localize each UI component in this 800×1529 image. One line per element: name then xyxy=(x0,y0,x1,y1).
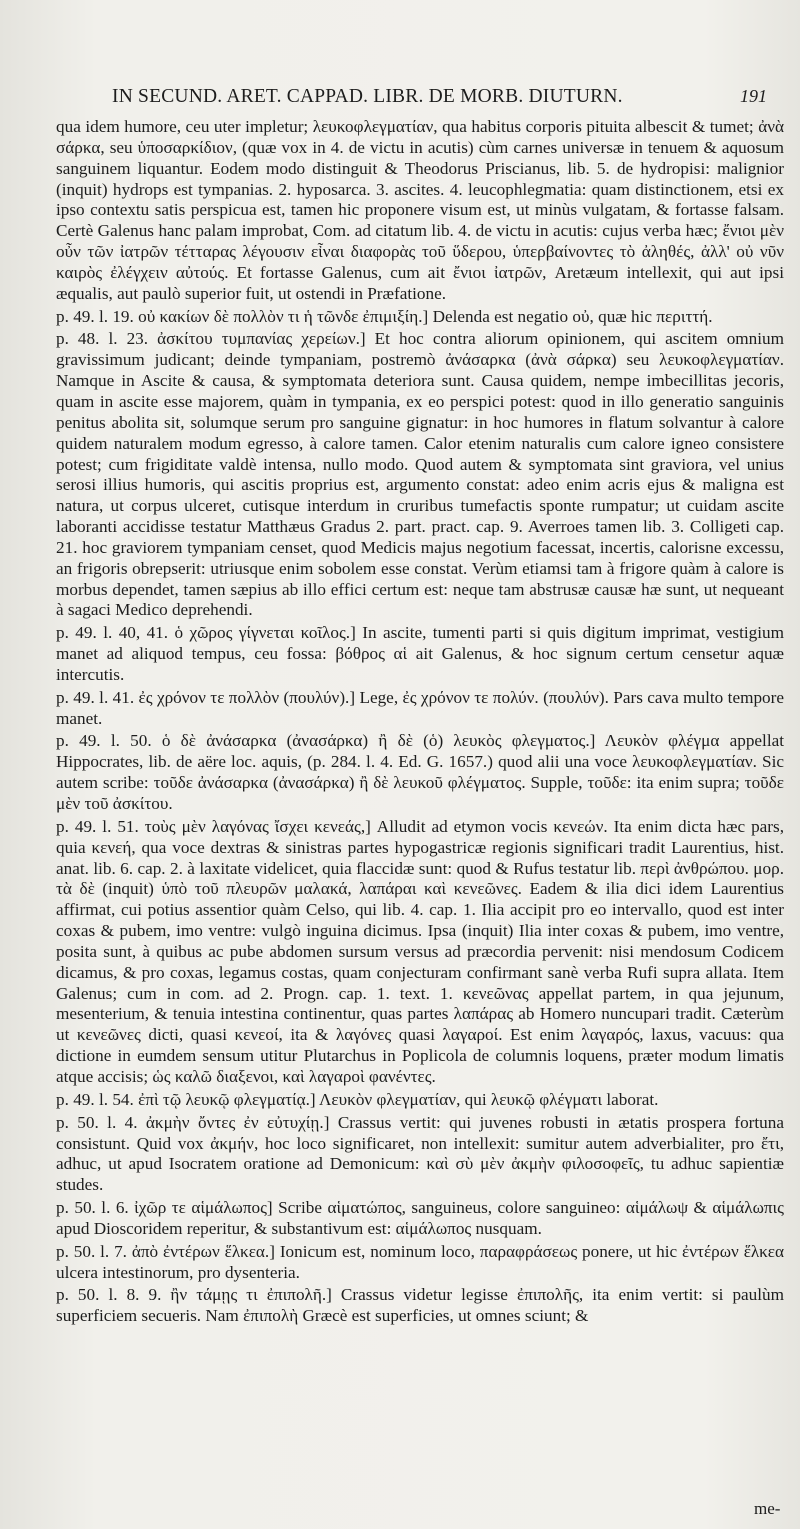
note-p50-l4: p. 50. l. 4. ἀκμὴν ὄντες ἐν εὐτυχίῃ.] Crassus vertit: qui juvenes robusti in ætatis prospera fortuna consistunt. Quid vox ἀκμήν, hoc loco significaret, non intellexit: sumitur autem adverbialiter, pro ἔτι, adhuc, ut apud Isocratem oratione ad Demonicum: καὶ σὺ μὲν ἀκμὴν φιλοσοφεῖς, tu adhuc sapientiæ studes. xyxy=(56,1112,784,1195)
note-p49-l19: p. 49. l. 19. οὐ κακίων δὲ πολλὸν τι ἡ τῶνδε ἐπιμιξίη.] Delenda est negatio οὐ, quæ hic περιττή. xyxy=(56,306,713,326)
note-p49-l51: p. 49. l. 51. τοὺς μὲν λαγόνας ἴσχει κενεάς,] Alludit ad etymon vocis κενεών. Ita enim dicta hæc pars, quia κενεή, qua voce dextras & sinistras partes hypogastricæ regionis significari tradit Laurentius, hist. anat. lib. 6. cap. 2. à laxitate videlicet, quia flaccidæ sunt: quod & Rufus testatur lib. περὶ ἀνθρώπου. μορ. τὰ δὲ (inquit) ὑπὸ τοῦ πλευρῶν μαλακά, λαπάραι καὶ κενεῶνες. Eadem & ilia dici idem Laurentius affirmat, cui potius assentior quàm Celso, qui lib. 4. cap. 1. Ilia accipit pro eo intervallo, quod est inter coxas & pubem, imo ventre: vulgò inguina dicimus. Ipsa (inquit) Ilia inter coxas & pubem, imo ventre, posita sunt, à quibus ac pube abdomen sursum versus ad præcordia pervenit: nisi mendosum Codicem dicamus, & pro coxas, legamus costas, quam conjecturam confirmant sanè verba Rufi supra allata. Item Galenus; cum in com. ad 2. Progn. cap. 1. text. 1. κενεῶνας appellat partem, in qua jejunum, mesenterium, & tenuia intestina continentur, quas partes λαπάρας ab Homero nuncupari tradit. Cæterùm ut κενεῶνες dicti, quasi κενεοί, ita & λαγόνες quasi λαγαροί. Est enim λαγαρός, laxus, vacuus: qua dictione in eumdem sensum utitur Plutarchus in Poplicola de columnis loquens, præter modum limatis atque accisis; ὡς καλῶ διαξενοι, καὶ λαγαροὶ φανέντες. xyxy=(56,816,784,1086)
note-p50-l8-9: p. 50. l. 8. 9. ἢν τάμῃς τι ἐπιπολῆ.] Crassus videtur legisse ἐπιπολῆς, ita enim vertit: si paulùm superficiem secueris. Nam ἐπιπολὴ Græcè est superficies, ut omnes sciunt; & xyxy=(56,1285,784,1326)
note-p49-l40: p. 49. l. 40, 41. ὁ χῶρος γίγνεται κοῖλος.] In ascite, tumenti parti si quis digitum imprimat, vestigium manet ad aliquod tempus, ceu fossa: βόθρος αἱ ait Galenus, & hoc signum certum censetur aquæ intercutis. xyxy=(56,623,784,684)
note-p50-l7: p. 50. l. 7. ἀπὸ ἐντέρων ἕλκεα.] Ionicum est, nominum loco, παραφράσεως ponere, ut hic ἐντέρων ἕλκεα ulcera intestinorum, pro dysenteria. xyxy=(56,1241,784,1282)
catchword: me- xyxy=(754,1499,781,1518)
running-title: IN SECUND. ARET. CAPPAD. LIBR. DE MORB. DIUTURN. xyxy=(112,86,623,107)
note-p48-l23: p. 48. l. 23. ἀσκίτου τυμπανίας χερείων.] Et hoc contra aliorum opinionem, qui ascitem omnium gravissimum judicant; deinde tympaniam, postremò ἀνάσαρκα (ἀνὰ σάρκα) seu λευκοφλεγματίαν. Namque in Ascite & causa, & symptomata deteriora sunt. Causa quidem, nempe imbecillitas jecoris, quam in ascite esse majorem, quàm in tympania, ex eo perspici potest: quod in illo generatio sanguinis penitus abolita sit, solumque serum pro sanguine gignatur: in hoc humores in flatum solvantur à calore quidem naturalem modum egresso, à calore tamen. Calor etenim naturalis cum calore igneo consistere potest; cum frigiditate valdè intensa, nullo modo. Quod autem & symptomata sint graviora, vel unius serosi illius humoris, qui ascitis proprius est, argumento constat: adeo enim acris ejus & maligna est natura, ut corpus ulceret, cutisque interdum in cruribus tumefactis sponte rumpatur; ut cuidam ascite laboranti accidisse testatur Matthæus Gradus 2. part. pract. cap. 9. Averroes tamen lib. 3. Colligeti cap. 21. hoc graviorem tympaniam censet, quod Medicis majus negotium facessat, incertis, calorisne excessu, an frigoris obrepserit: utriusque enim sobolem esse constat. Verùm etiamsi tam à frigore quàm à calore is morbus dependet, tamen sæpius ab illo effici certum est: neque tam abstrusæ causæ hæ sunt, ut nequeant à sagaci Medico deprehendi. xyxy=(56,329,784,620)
note-p49-l54: p. 49. l. 54. ἐπὶ τῷ λευκῷ φλεγματίᾳ.] Λευκὸν φλεγματίαν, qui λευκῷ φλέγματι laborat. xyxy=(56,1089,659,1109)
note-p49-l50: p. 49. l. 50. ὁ δὲ ἀνάσαρκα (ἀνασάρκα) ἢ δὲ (ὁ) λευκὸς φλεγματος.] Λευκὸν φλέγμα appellat Hippocrates, lib. de aëre loc. aquis, (p. 284. l. 4. Ed. G. 1657.) quod alii una voce λευκοφλεγματίαν. Sic autem scribe: τοῦδε ἀνάσαρκα (ἀνασάρκα) ἢ δὲ λευκοῦ φλέγματος. Supple, τοῦδε: ita enim supra; τοῦδε μὲν τοῦ ἀσκίτου. xyxy=(56,731,784,813)
note-p49-l41: p. 49. l. 41. ἐς χρόνον τε πολλὸν (πουλύν).] Lege, ἐς χρόνον τε πολύν. (πουλύν). Pars cava multo tempore manet. xyxy=(56,687,784,728)
commentary-text xyxy=(56,117,784,1327)
paragraph-hydrops-types: qua idem humore, ceu uter impletur; λευκοφλεγματίαν, qua habitus corporis pituita albescit & tumet; ἀνὰ σάρκα, seu ὑποσαρκίδιον, (quæ vox in 4. de victu in acutis) cùm carnes universæ in tenuem & aquosum sanguinem liquantur. Eodem modo distinguit & Theodorus Priscianus, lib. 5. de hydropisi: malignior (inquit) hydrops est tympanias. 2. hyposarca. 3. ascites. 4. leucophlegmatia: quam distinctionem, etsi ex ipso contextu satis perspicua est, tamen hic proponere visum est, ut minùs vulgatam, & fortasse falsam. Certè Galenus hanc palam improbat, Com. ad citatum lib. 4. de victu in acutis: cujus verba hæc; ἔνιοι μὲν οὖν τῶν ἰατρῶν τέτταρας λέγουσιν εἶναι διαφορὰς τοῦ ὕδερου, ὑπερβαίνοντες τὸ ἀληθές, ἀλλ' οὐ νῦν καιρὸς ἐλέγχειν αὐτούς. Et fortasse Galenus, cum ait ἔνιοι ἰατρῶν, Aretæum intellexit, qui aut ipsi æqualis, aut paulò superior fuit, ut ostendi in Præfatione. xyxy=(56,117,784,303)
running-head xyxy=(112,86,767,108)
note-p50-l6: p. 50. l. 6. ἰχῶρ τε αἱμάλωπος] Scribe αἱματώπος, sanguineus, colore sanguineo: αἱμάλωψ & αἱμάλωπις apud Dioscoridem reperitur, & substantivum est: αἱμάλωπος nusquam. xyxy=(56,1198,784,1238)
page-number: 191 xyxy=(740,86,767,106)
